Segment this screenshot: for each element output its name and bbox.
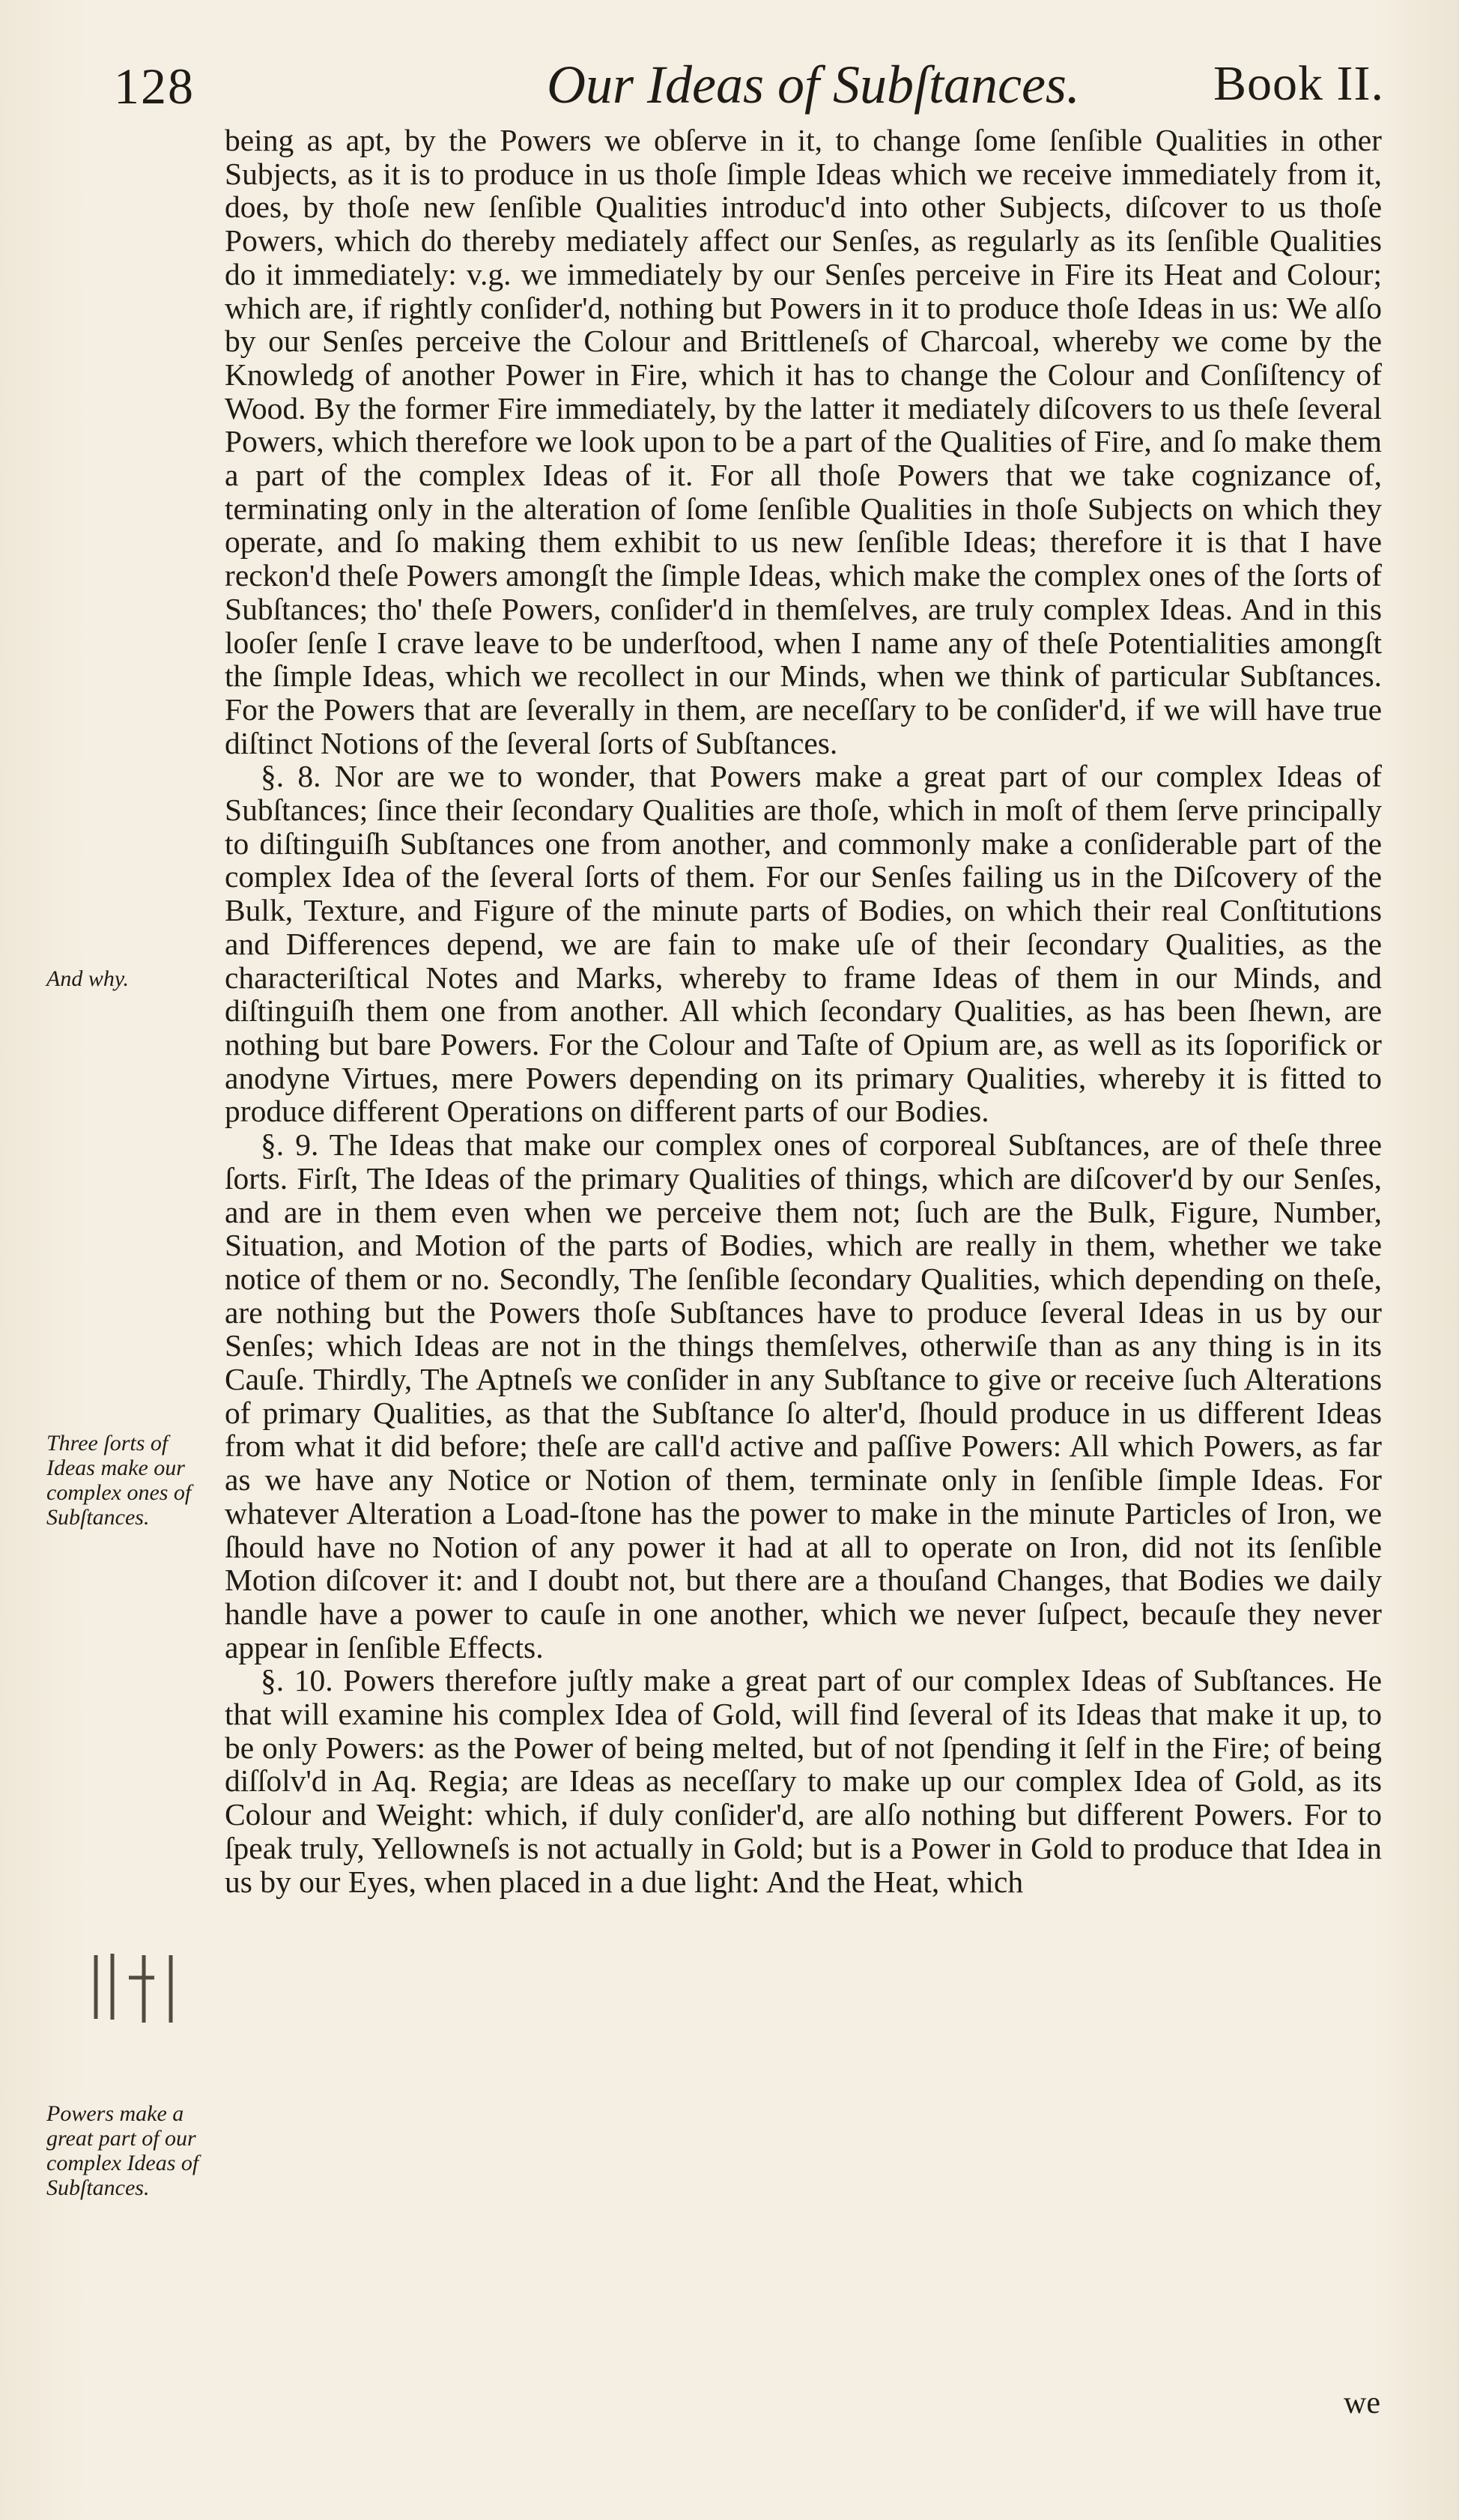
handwritten-mark bbox=[88, 1948, 208, 2030]
book-label: Book II. bbox=[1213, 56, 1384, 111]
margin-note-and-why: And why. bbox=[46, 966, 129, 991]
page-number: 128 bbox=[114, 58, 195, 115]
paragraph-section-10: §. 10. Powers therefore juſtly make a great part of our complex Ideas of Subſtances. He that will examine his complex Idea of Gold, will find ſeveral of its Ideas that make it up, to be only Powers: as the Power of being melted, but of not ſpending it ſelf in the Fire; of being diſſolv'd in Aq. Regia; are Ideas as neceſſary to make up our complex Idea of Gold, as its Colour and Weight: which, if duly conſider'd, are alſo nothing but different Powers. For to ſpeak truly, Yellowneſs is not actually in Gold; but is a Power in Gold to produce that Idea in us by our Eyes, when placed in a due light: And the Heat, which bbox=[225, 1663, 1382, 1899]
paragraph-section-8: §. 8. Nor are we to wonder, that Powers make a great part of our complex Ideas of Subſtances; ſince their ſecondary Qualities are thoſe, which in moſt of them ſerve principally to diſtinguiſh Subſtances one from another, and commonly make a conſiderable part of the complex Idea of the ſeveral ſorts of them. For our Senſes failing us in the Diſcovery of the Bulk, Texture, and Figure of the minute parts of Bodies, on which their real Conſtitutions and Differences depend, we are fain to make uſe of their ſecondary Qualities, as the characteriſtical Notes and Marks, whereby to frame Ideas of them in our Minds, and diſtinguiſh them one from another. All which ſecondary Qualities, as has been ſhewn, are nothing but bare Powers. For the Colour and Taſte of Opium are, as well as its ſoporifick or anodyne Virtues, mere Powers depending on its primary Qualities, whereby it is fitted to produce different Operations on different parts of our Bodies. bbox=[225, 759, 1382, 1129]
paragraph-section-9: §. 9. The Ideas that make our complex ones of corporeal Subſtances, are of theſe three ſorts. Firſt, The Ideas of the primary Qualities of things, which are diſcover'd by our Senſes, and are in them even when we perceive them not; ſuch are the Bulk, Figure, Number, Situation, and Motion of the parts of Bodies, which are really in them, whether we take notice of them or no. Secondly, The ſenſible ſecondary Qualities, which depending on theſe, are nothing but the Powers thoſe Subſtances have to produce ſeveral Ideas in us by our Senſes; which Ideas are not in the things themſelves, otherwiſe than as any thing is in its Cauſe. Thirdly, The Aptneſs we conſider in any Subſtance to give or receive ſuch Alterations of primary Qualities, as that the Subſtance ſo alter'd, ſhould produce in us different Ideas from what it did before; theſe are call'd active and paſſive Powers: All which Powers, as far as we have any Notice or Notion of them, terminate only in ſenſible ſimple Ideas. For whatever Alteration a Load-ſtone has the power to make in the minute Particles of Iron, we ſhould have no Notion of any power it had at all to operate on Iron, did not its ſenſible Motion diſcover it: and I doubt not, but there are a thouſand Changes, that Bodies we daily handle have a power to cauſe in one another, which we never ſuſpect, becauſe they never appear in ſenſible Effects. bbox=[225, 1127, 1382, 1665]
margin-note-three-sorts: Three ſorts of Ideas make our complex ones of Subſtances. bbox=[46, 1431, 192, 1530]
paragraph-continuation: being as apt, by the Powers we obſerve in it, to change ſome ſenſible Qualities in other Subjects, as it is to produce in us thoſe ſimple Ideas which we receive immediately from it, does, by thoſe new ſenſible Qualities introduc'd into other Subjects, diſcover to us thoſe Powers, which do thereby mediately affect our Senſes, as regularly as its ſenſible Qualities do it immediately: v.g. we immediately by our Senſes perceive in Fire its Heat and Colour; which are, if rightly conſider'd, nothing but Powers in it to produce thoſe Ideas in us: We alſo by our Senſes perceive the Colour and Brittleneſs of Charcoal, whereby we come by the Knowledg of another Power in Fire, which it has to change the Colour and Conſiſtency of Wood. By the former Fire immediately, by the latter it mediately diſcovers to us theſe ſeveral Powers, which therefore we look upon to be a part of the Qualities of Fire, and ſo make them a part of the complex Ideas of it. For all thoſe Powers that we take cognizance of, terminating only in the alteration of ſome ſenſible Qualities in thoſe Subjects on which they operate, and ſo making them exhibit to us new ſenſible Ideas; therefore it is that I have reckon'd theſe Powers amongſt the ſimple Ideas, which make the complex ones of the ſorts of Subſtances; tho' theſe Powers, conſider'd in themſelves, are truly complex Ideas. And in this looſer ſenſe I crave leave to be underſtood, when I name any of theſe Potentialities amongſt the ſimple Ideas, which we recollect in our Minds, when we think of particular Subſtances. For the Powers that are ſeverally in them, are neceſſary to be conſider'd, if we will have true diſtinct Notions of the ſeveral ſorts of Subſtances. bbox=[225, 123, 1382, 760]
page-header bbox=[114, 46, 1387, 121]
running-title: Our Ideas of Subſtances. bbox=[547, 55, 1080, 115]
body-text bbox=[225, 124, 1382, 1898]
margin-note-powers: Powers make a great part of our complex Ideas of Subſtances. bbox=[46, 2101, 199, 2200]
catchword: we bbox=[1344, 2386, 1380, 2420]
